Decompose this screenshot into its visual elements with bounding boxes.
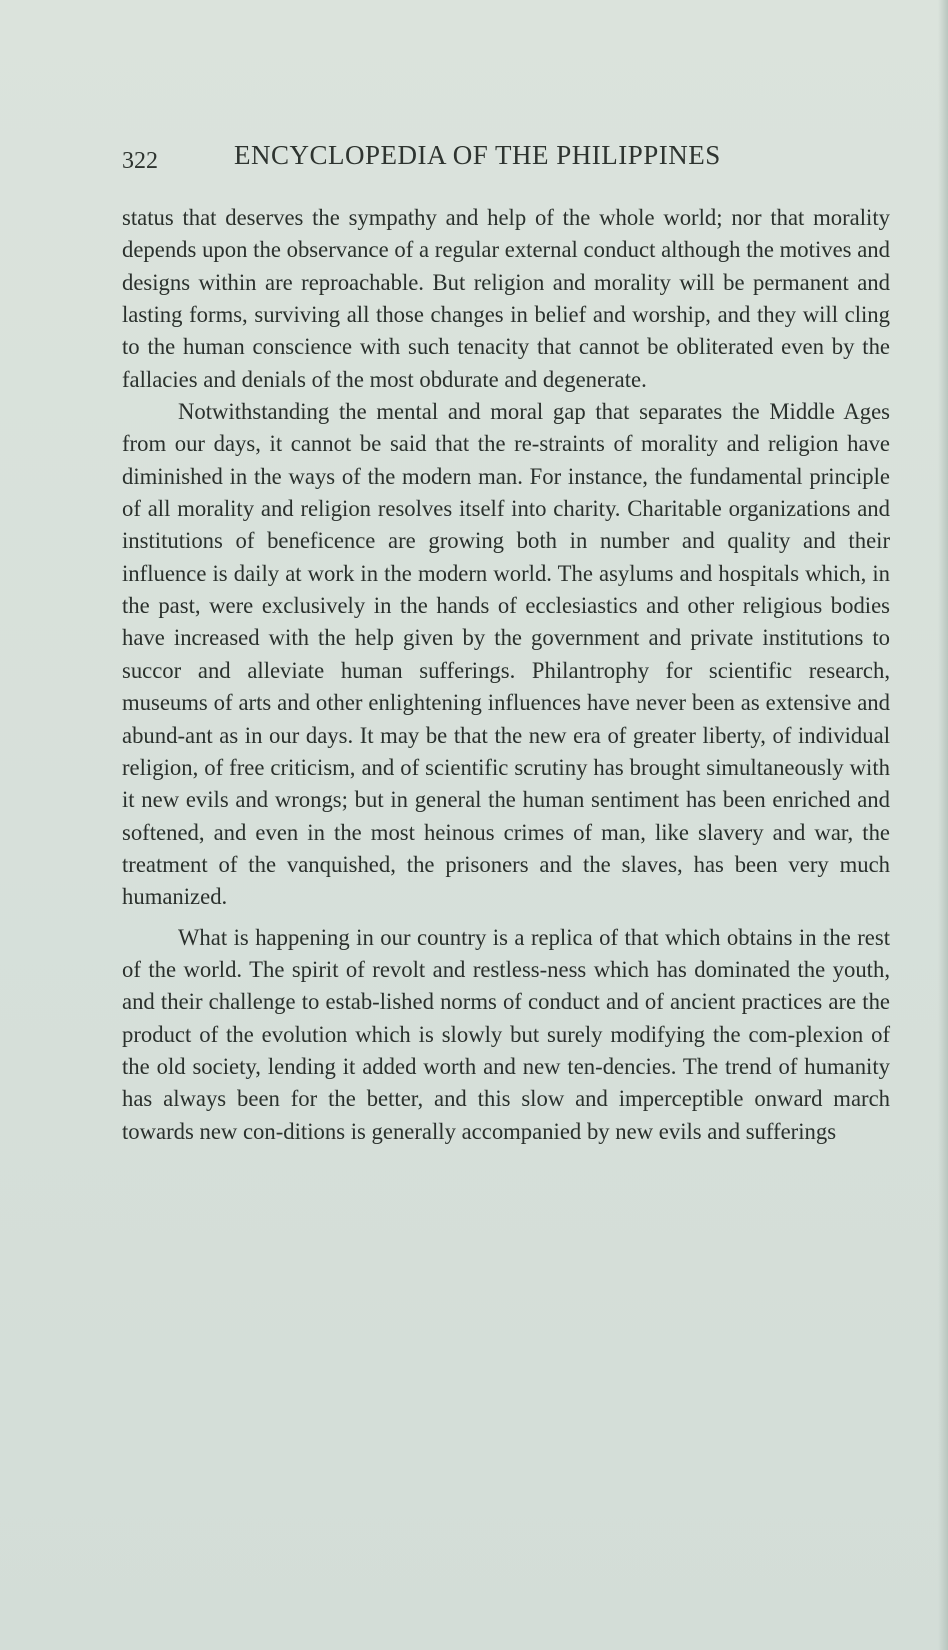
paragraph-our-country: What is happening in our country is a replica of that which obtains in the rest of the world. The spirit of revolt and restless-ness which has dominated the youth, and their challenge to estab-lished norms of conduct and of ancient practices are the product of the evolution which is slowly but surely modifying the com-plexion of the old society, lending it added worth and new ten-dencies. The trend of humanity has always been for the better, and this slow and imperceptible onward march towards new con-ditions is generally accompanied by new evils and sufferings	[122, 924, 890, 1144]
paragraph-continuation: status that deserves the sympathy and help of the whole world; nor that morality depends upon the observance of a regular external conduct although the motives and designs within are reproachable. But religion and morality will be permanent and lasting forms, surviving all those changes in belief and worship, and they will cling to the human conscience with such tenacity that cannot be obliterated even by the fallacies and denials of the most obdurate and degenerate.	[122, 205, 890, 392]
running-title: ENCYCLOPEDIA OF THE PHILIPPINES	[234, 140, 721, 170]
page-edge	[938, 0, 948, 1650]
running-header	[122, 140, 822, 180]
page-number: 322	[122, 148, 158, 174]
paragraph-middle-ages: Notwithstanding the mental and moral gap that separates the Middle Ages from our days, it cannot be said that the re-straints of morality and religion have diminished in the ways of the modern man. For instance, the fundamental principle of all morality and religion resolves itself into charity. Charitable organizations and institutions of beneficence are growing both in number and quality and their influence is daily at work in the modern world. The asylums and hospitals which, in the past, were exclusively in the hands of ecclesiastics and other religious bodies have increased with the help given by the government and private institutions to succor and alleviate human sufferings. Philantrophy for scientific research, museums of arts and other enlightening influences have never been as extensive and abund-ant as in our days. It may be that the new era of greater liberty, of individual religion, of free criticism, and of scientific scrutiny has brought simultaneously with it new evils and wrongs; but in general the human sentiment has been enriched and softened, and even in the most heinous crimes of man, like slavery and war, the treatment of the vanquished, the prisoners and the slaves, has been very much humanized.	[122, 399, 890, 910]
body-text	[122, 202, 890, 1148]
